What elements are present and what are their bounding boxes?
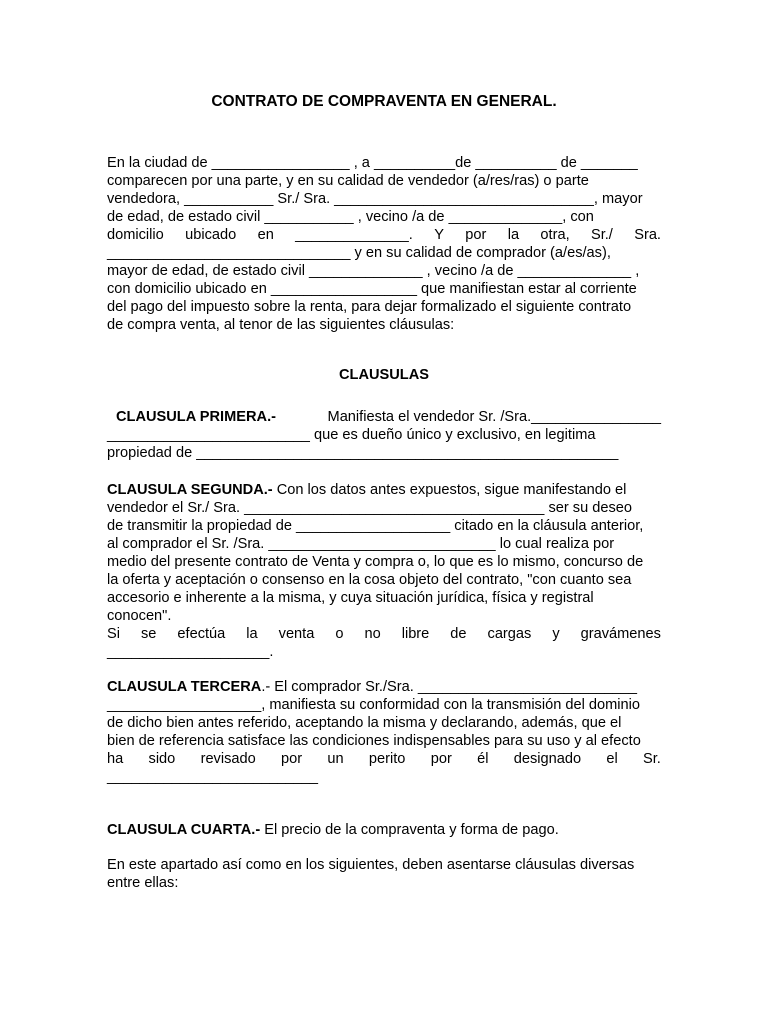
tercera-word: ha (107, 751, 124, 767)
clausula-primera (107, 408, 661, 462)
cuarta-line1-text: El precio de la compraventa y forma de pago. (264, 822, 559, 838)
segunda-word: o (335, 626, 344, 642)
tercera-word: revisado (200, 751, 256, 767)
document-title: CONTRATO DE COMPRAVENTA EN GENERAL. (211, 93, 557, 110)
clausulas-heading: CLAUSULAS (339, 367, 429, 383)
intro-line: del pago del impuesto sobre la renta, para dejar formalizado el siguiente contrato (107, 299, 632, 315)
final-paragraph (107, 856, 661, 892)
intro-word: ubicado (185, 227, 237, 243)
segunda-lines (107, 499, 661, 661)
intro-word: domicilio (107, 227, 164, 243)
intro-word: ______________. (295, 227, 413, 243)
intro-line: con domicilio ubicado en __________________ que manifiestan estar al corriente (107, 281, 637, 297)
segunda-label: CLAUSULA SEGUNDA.- (107, 482, 273, 498)
segunda-first-line (107, 481, 661, 499)
tercera-word: por (281, 751, 303, 767)
final-line: En este apartado así como en los siguientes, deben asentarse cláusulas diversas (107, 857, 635, 873)
primera-lines (107, 426, 661, 462)
intro-word: la (507, 227, 520, 243)
intro-word: por (465, 227, 487, 243)
segunda-line: al comprador el Sr. /Sra. ____________________________ lo cual realiza por (107, 536, 615, 552)
intro-word: Sr./ (590, 227, 613, 243)
intro-line: comparecen por una parte, y en su calidad de vendedor (a/res/ras) o parte (107, 173, 589, 189)
intro-line: mayor de edad, de estado civil ______________ , vecino /a de ______________ , (107, 263, 640, 279)
intro-line: ______________________________ y en su calidad de comprador (a/es/as), (107, 245, 611, 261)
final-line: entre ellas: (107, 875, 179, 891)
intro-word: en (257, 227, 274, 243)
segunda-line: de transmitir la propiedad de ___________________ citado en la cláusula anterior, (107, 518, 644, 534)
primera-line1-text: Manifiesta el vendedor Sr. /Sra.________________ (327, 409, 661, 425)
tercera-lines (107, 696, 661, 786)
tercera-line (107, 750, 661, 768)
segunda-line1-text: Con los datos antes expuestos, sigue manifestando el (276, 482, 627, 498)
tercera-line1-text: .- El comprador Sr./Sra. ___________________________ (261, 679, 637, 695)
tercera-word: designado (513, 751, 582, 767)
segunda-word: cargas (487, 626, 532, 642)
primera-line: propiedad de ____________________________________________________ (107, 445, 619, 461)
segunda-word: no (364, 626, 381, 642)
segunda-word: de (450, 626, 467, 642)
clausula-cuarta (107, 821, 661, 839)
segunda-line (107, 625, 661, 643)
intro-line: vendedora, ___________ Sr./ Sra. ________________________________, mayor (107, 191, 643, 207)
segunda-word: y (552, 626, 560, 642)
tercera-label: CLAUSULA TERCERA (107, 679, 262, 695)
intro-word: otra, (540, 227, 570, 243)
tercera-line: de dicho bien antes referido, aceptando la misma y declarando, además, que el (107, 715, 622, 731)
segunda-word: efectúa (177, 626, 226, 642)
cuarta-label: CLAUSULA CUARTA.- (107, 822, 261, 838)
tercera-word: por (430, 751, 452, 767)
segunda-word: Si (107, 626, 120, 642)
tercera-line: __________________________ (107, 769, 319, 785)
segunda-line: vendedor el Sr./ Sra. _____________________________________ ser su deseo (107, 500, 633, 516)
segunda-line: conocen". (107, 608, 172, 624)
segunda-word: se (140, 626, 157, 642)
tercera-word: perito (368, 751, 406, 767)
intro-line: de compra venta, al tenor de las siguientes cláusulas: (107, 317, 455, 333)
clausula-tercera (107, 678, 661, 786)
segunda-word: gravámenes (580, 626, 661, 642)
tercera-word: él (477, 751, 489, 767)
tercera-first-line (107, 678, 661, 696)
tercera-line: ___________________, manifiesta su conformidad con la transmisión del dominio (107, 697, 641, 713)
primera-label: CLAUSULA PRIMERA.- (116, 409, 276, 425)
tercera-word: Sr. (643, 751, 661, 767)
segunda-word: libre (401, 626, 430, 642)
segunda-word: la (246, 626, 258, 642)
primera-line: _________________________ que es dueño único y exclusivo, en legitima (107, 427, 596, 443)
tercera-word: un (327, 751, 344, 767)
clausula-segunda (107, 481, 661, 661)
segunda-word: venta (278, 626, 315, 642)
intro-line (107, 226, 661, 244)
primera-first-line (107, 408, 661, 426)
segunda-line: accesorio e inherente a la misma, y cuya situación jurídica, física y registral (107, 590, 594, 606)
intro-paragraph (107, 154, 661, 334)
tercera-word: sido (148, 751, 176, 767)
segunda-line: la oferta y aceptación o consenso en la cosa objeto del contrato, "con cuanto sea (107, 572, 632, 588)
intro-line: En la ciudad de _________________ , a __________de __________ de _______ (107, 155, 638, 171)
intro-word: Sra. (634, 227, 661, 243)
intro-word: Y (434, 227, 444, 243)
segunda-line: ____________________. (107, 644, 274, 660)
cuarta-line (107, 821, 661, 839)
tercera-line: bien de referencia satisface las condiciones indispensables para su uso y al efecto (107, 733, 641, 749)
tercera-word: el (606, 751, 618, 767)
segunda-line: medio del presente contrato de Venta y compra o, lo que es lo mismo, concurso de (107, 554, 644, 570)
intro-line: de edad, de estado civil ___________ , vecino /a de ______________, con (107, 209, 594, 225)
